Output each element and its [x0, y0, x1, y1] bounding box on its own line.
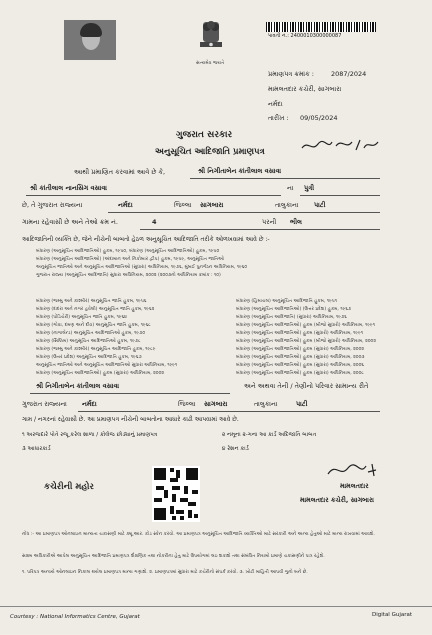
form-taluka: સાગબારા: [200, 201, 224, 209]
notice-text: આદિજાતિની વ્યક્તિ છે, જેને નીચેની બાબતો હેઠળ અનુસૂચિત આદિજાતિ તરીકે ઓળખવામાં આવે છે :-: [22, 236, 270, 243]
fine-left-1: બંધારણ (દાદરા અને નગર હવેલી) અનુસૂચિત જાતિ હુકમ, ૧૯૬૨: [36, 307, 155, 312]
relation-value: પુત્રી: [304, 184, 315, 192]
intro-text: આથી પ્રમાણિત કરવામાં આવે છે કે,: [74, 168, 166, 176]
office-name: મામલતદાર કચેરી, સાગબારા: [268, 85, 342, 93]
fine-left-0: બંધારણ (જમ્મુ અને કાશ્મીર) અનુસૂચિત જાતિ હુકમ, ૧૯૫૬: [36, 299, 147, 304]
barcode: [266, 22, 376, 32]
residence-state: નર્મદા: [82, 400, 97, 408]
fine-top-3: ગુજરાત રાજ્ય (અનુસૂચિત આદિજાતિ) સુધારા અધિનિયમ, ૨૦૦૨ (૨૦૦૩નો અધિનિયમ ક્રમાંક : ૧૦): [36, 273, 221, 278]
cert-no: 2087/2024: [331, 70, 367, 78]
form-district-label: જિલ્લા: [174, 201, 192, 209]
cert-no-label: પ્રમાણપત્ર ક્રમાંક :: [268, 70, 314, 78]
fine-top-0: બંધારણ (અનુસૂચિત આદિજાતિઓ) હુકમ, ૧૯૫૦, બંધારણ (અનુસૂચિત આદિજાતિઓ) હુકમ, ૧૯૫૦: [36, 249, 220, 254]
doc-item-1: ૧ અરજદારે પોતે રજૂ કરેલ શાળા / કોલેજ છોડ્યાનું પ્રમાણપત્ર: [22, 432, 158, 438]
issue-date: 09/05/2024: [300, 114, 338, 122]
residence-line-underline: [78, 411, 380, 412]
handwritten-mark-icon: [300, 136, 382, 156]
state-label: છે, તે ગુજરાત રાજ્યના: [22, 201, 83, 209]
rule-text-1: સક્ષમ અધિકારીએ આપેલ અનુસૂચિત આદિજાતિ પ્રમાણપત્ર શૈક્ષણિક તથા નોકરીના હેતુ માટે ઉપયોગમાં લઇ શકાશે તથા સંબંધિત નિયમો પ્રમાણે ચકાસણીને પાત્ર રહેશે.: [22, 554, 325, 559]
relation-underline: [300, 195, 380, 196]
fine-right-4: બંધારણ (અનુસૂચિત આદિજાતિઓ) હુકમ (સુધારો) અધિનિયમ, ૧૯૯૧: [236, 331, 364, 336]
footer-rule: [0, 606, 432, 607]
doc-item-2: ૨ નમૂના ૨-ગના આ કાર્ડ અદિજાતિ બાબત: [222, 432, 317, 438]
fine-left-4: બંધારણ (નાગાલેન્ડ) અનુસૂચિત આદિજાતિઓ હુકમ, ૧૯૭૦: [36, 331, 146, 336]
qr-code-icon: [152, 466, 200, 522]
relation-label: ના: [287, 184, 294, 192]
form-village: પાટી: [314, 201, 326, 209]
fine-left-2: બંધારણ (પોંડિચેરી) અનુસૂચિત જાતિ હુકમ, ૧૯૬૪: [36, 315, 128, 320]
fine-left-8: અનુસૂચિત જાતિઓ અને અનુસૂચિત આદિજાતિઓ સુધારા અધિનિયમ, ૧૯૯૧: [36, 363, 178, 368]
fine-top-2: અનુસૂચિત જાતિઓ અને અનુસૂચિત આદિજાતિઓ (સુધારા) અધિનિયમ, ૧૯૭૬, મુંબઈ પુનર્ગઠન અધિનિયમ, ૧૯૬૦: [36, 265, 248, 270]
rule-text-2: ૧. પરિપત્ર અન્વયે ઓનલાઇન નિકાલ થયેલ પ્રમાણપત્ર માન્ય ગણાશે. ૨. પ્રમાણપત્રમાં સુધારા માટે કચેરીનો સંપર્ક કરવો. ૩. ખોટી માહિતી આપવી ગુનો બને છે.: [22, 570, 308, 575]
fine-right-1: બંધારણ (અનુસૂચિત આદિજાતિઓ) (ઉત્તર પ્રદેશ) હુકમ, ૧૯૬૭: [236, 307, 352, 312]
district-name: નર્મદા: [268, 100, 283, 108]
parent-underline: [26, 195, 281, 196]
fine-right-0: બંધારણ (હિમાચલ) અનુસૂચિત આદિજાતિ હુકમ, ૧૯૫૧: [236, 299, 338, 304]
barcode-text: પાવતી નં.: 2400010300000087: [268, 33, 342, 39]
fine-left-7: બંધારણ (ઉત્તર પ્રદેશ) અનુસૂચિત આદિજાતિ હુકમ, ૧૯૬૭: [36, 355, 142, 360]
applicant-photo: [64, 20, 116, 60]
tribe-value: ભીલ: [290, 218, 302, 226]
district-underline: [108, 212, 380, 213]
village-label: ગામના રહેવાસી છે અને તેઓ ક્રમ નં.: [22, 218, 118, 226]
govt-title: ગુજરાત સરકાર: [176, 130, 233, 140]
residence-state-label: ગુજરાત રાજ્યના: [22, 400, 67, 408]
fine-left-6: બંધારણ (જમ્મુ અને કાશ્મીર) અનુસૂચિત આદિજાતિ હુકમ, ૧૯૮૯: [36, 347, 156, 352]
fine-top-1: બંધારણ (અનુસૂચિત આદિજાતિઓ) (અંદામાન અને નિકોબાર દ્વીપ) હુકમ, ૧૯૫૯, અનુસૂચિત જાતિઓ: [36, 257, 224, 262]
photo-hair: [80, 23, 102, 37]
serial-number: 4: [152, 218, 157, 226]
residence-name: શ્રી નિગીતાબેન કાંતીલાલ વસાવા: [36, 382, 120, 390]
applicant-name: શ્રી નિગીતાબેન કાંતીલાલ વસાવા: [198, 167, 282, 175]
parent-name: શ્રી કાંતીલાલ નાનસિંગ વસાવા: [30, 184, 108, 192]
fine-right-2: બંધારણ (અનુસૂચિત આદિજાતિ) (સુધારા) અધિનિયમ, ૧૯૭૬: [236, 315, 347, 320]
signatory-title: મામલતદાર: [340, 482, 369, 490]
qr-code[interactable]: [152, 466, 200, 522]
fine-right-6: બંધારણ (અનુસૂચિત આદિજાતિઓ) હુકમ (સુધારા) અધિનિયમ, ૨૦૦૨: [236, 347, 365, 352]
signatory-office: મામલતદાર કચેરી, સાગબારા: [300, 496, 374, 504]
emblem-caption: સત્યમેવ જયતે: [196, 61, 225, 66]
note-text: નોંધ :- આ પ્રમાણપત્ર ઓનલાઇન માન્યતા ચકાસણી માટે ક્યૂ.આર. કોડ સ્કેન કરવો. આ પ્રમાણપત્ર અનુસૂચિત આદિજાતિ વ્યક્તિઓ માટે સરકારી અને અન્ય હેતુઓ માટે માન્ય રાખવામાં આવશે.: [22, 532, 375, 537]
doc-item-3: ૩ આધારકાર્ડ: [22, 446, 51, 452]
signature-icon: [326, 460, 384, 480]
serial-underline: [140, 229, 380, 230]
residence-district-label: જિલ્લા: [178, 400, 196, 408]
residence-district: સાગબારા: [204, 400, 228, 408]
footer-brand: Digital Gujarat: [372, 612, 413, 618]
doc-title: અનુસૂચિત આદિજાતિ પ્રમાણપત્ર: [155, 147, 265, 157]
fine-right-7: બંધારણ (અનુસૂચિત આદિજાતિઓ) હુકમ (સુધારા) અધિનિયમ, ૨૦૦૩: [236, 355, 365, 360]
doc-item-4: ૪ રેશન કાર્ડ: [222, 446, 249, 452]
office-seal-label: કચેરીની મહોર: [44, 482, 94, 492]
residence-suffix: અને અથવા તેની / તેણીનો પરિવાર સામાન્ય રીતે: [244, 382, 369, 390]
fine-right-3: બંધારણ (અનુસૂચિત આદિજાતિઓ) હુકમ (બીજો સુધારો) અધિનિયમ, ૧૯૯૧: [236, 323, 376, 328]
form-district: નર્મદા: [118, 201, 133, 209]
residence-village: પાટી: [296, 400, 308, 408]
fine-left-3: બંધારણ (ગોવા, દમણ અને દીવ) અનુસૂચિત જાતિ હુકમ, ૧૯૬૮: [36, 323, 151, 328]
form-taluka-label: તાલુકાના: [275, 201, 299, 209]
fine-right-5: બંધારણ (અનુસૂચિત આદિજાતિઓ) હુકમ (બીજો સુધારો) અધિનિયમ, ૨૦૦૨: [236, 339, 377, 344]
residence-underline: [30, 393, 230, 394]
applicant-underline: [190, 178, 380, 179]
fine-left-5: બંધારણ (સિક્કિમ) અનુસૂચિત આદિજાતિઓ હુકમ, ૧૯૭૮: [36, 339, 141, 344]
fine-left-9: બંધારણ (અનુસૂચિત આદિજાતિઓ) હુકમ (સુધારા) અધિનિયમ, ૨૦૦૨: [36, 371, 165, 376]
fine-right-8: બંધારણ (અનુસૂચિત આદિજાતિઓ) હુકમ (સુધારા) અધિનિયમ, ૨૦૦૬: [236, 363, 364, 368]
footer-courtesy: Courtesy : National Informatics Centre, Gujarat: [10, 614, 140, 620]
residence-taluka-label: તાલુકાના: [254, 400, 278, 408]
tribe-label: પરની: [262, 218, 277, 226]
residence-line2: ગામ / નગરનાં રહેવાસી છે. આ પ્રમાણપત્ર નીચેની બાબતોના આધારે કાઢી આપવામાં આવે છે.: [22, 416, 239, 423]
fine-right-9: બંધારણ (અનુસૂચિત આદિજાતિઓ) હુકમ (સુધારા) અધિનિયમ, ૨૦૦૮: [236, 371, 364, 376]
state-emblem-icon: [194, 18, 228, 58]
date-label: તારીખ :: [268, 114, 289, 122]
